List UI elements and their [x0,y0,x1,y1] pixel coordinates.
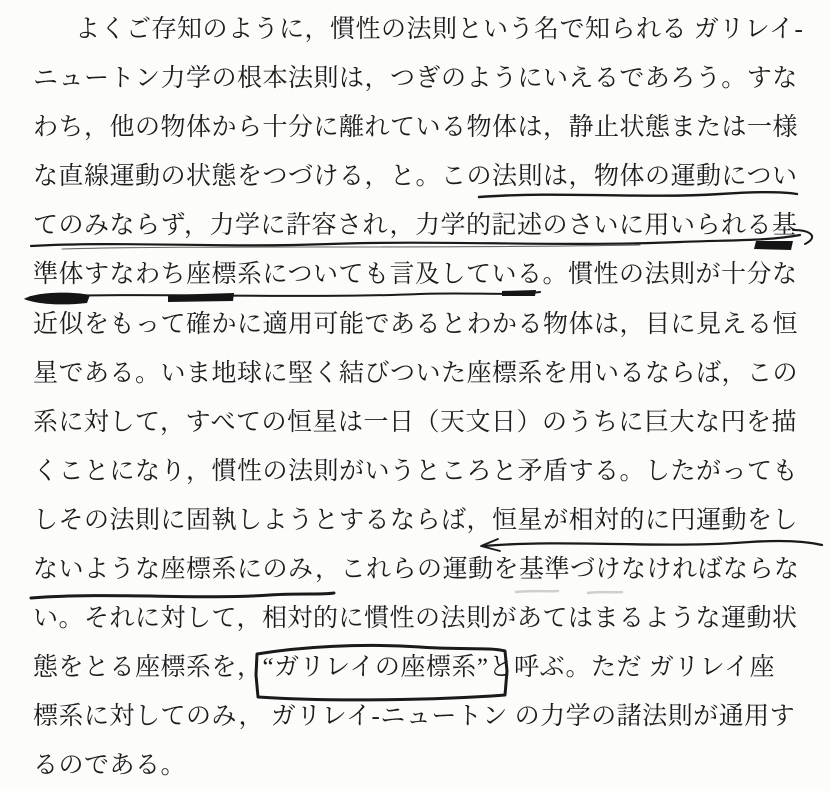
text-line-10: くことになり，慣性の法則がいうところと矛盾する。したがっても [33,457,799,485]
text-line-14: 態をとる座標系を，“ガリレイの座標系”と呼ぶ。ただ ガリレイ座 [33,654,775,682]
text-line-11: しその法則に固執しようとするならば，恒星が相対的に円運動をし [33,506,799,534]
text-line-16: るのである。 [33,752,187,780]
text-line-5: てのみならず，力学に許容され，力学的記述のさいに用いられる基 [33,212,798,240]
text-line-2: ニュートン力学の根本法則は，つぎのようにいえるであろう。すな [33,65,798,93]
text-line-9: 系に対して，すべての恒星は一日（天文日）のうちに巨大な円を描 [33,408,798,436]
paragraph-text [33,5,829,791]
text-line-15: 標系に対してのみ， ガリレイ-ニュートン の力学の諸法則が通用す [33,703,796,731]
text-line-4: な直線運動の状態をつづける，と。この法則は，物体の運動につい [33,163,798,191]
text-line-13: い。それに対して，相対的に慣性の法則があてはまるような運動状 [33,605,798,633]
text-line-6: 準体すなわち座標系についても言及している。慣性の法則が十分な [33,261,798,289]
text-line-7: 近似をもって確かに適用可能であるとわかる物体は，目に見える恒 [33,310,799,338]
text-line-8: 星である。いま地球に堅く結びついた座標系を用いるならば，この [33,359,799,387]
text-line-1: よくご存知のように，慣性の法則という名で知られる ガリレイ- [75,16,804,43]
text-line-12: ないような座標系にのみ，これらの運動を基準づけなければならな [33,556,800,584]
text-line-3: わち，他の物体から十分に離れている物体は，静止状態または一様 [33,114,799,142]
